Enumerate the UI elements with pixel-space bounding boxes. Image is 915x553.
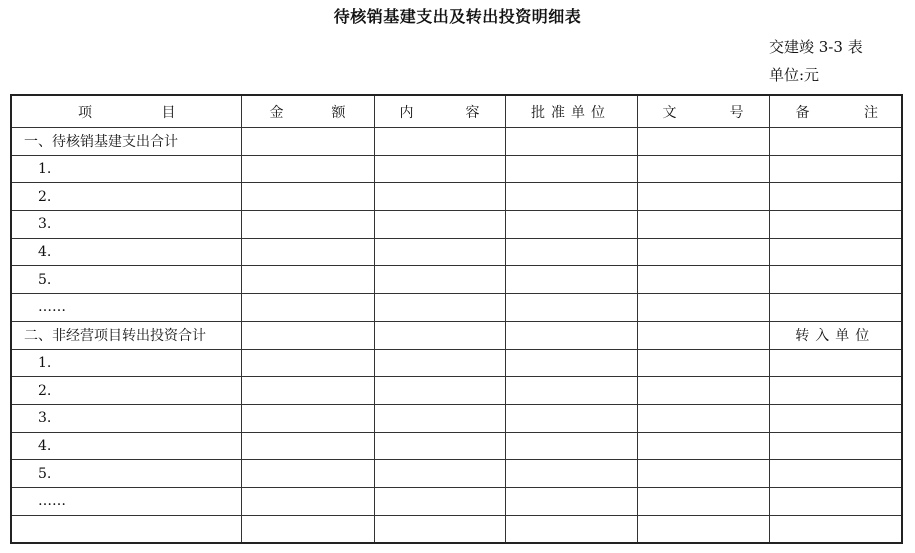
row-document-number-cell	[637, 294, 769, 322]
row-item-cell: 5.	[11, 460, 241, 488]
row-item-cell: 5.	[11, 266, 241, 294]
table-row	[11, 128, 902, 156]
header-amount: 金 额	[241, 95, 374, 128]
row-content-cell	[374, 487, 505, 515]
row-remarks-cell	[769, 377, 902, 405]
row-approving-unit-cell	[505, 155, 637, 183]
table-header-row	[11, 95, 902, 128]
row-approving-unit-cell	[505, 432, 637, 460]
table-row	[11, 183, 902, 211]
document-title: 待核销基建支出及转出投资明细表	[333, 7, 582, 26]
row-document-number-cell	[637, 183, 769, 211]
row-remarks-cell	[769, 515, 902, 543]
row-amount-cell	[241, 321, 374, 349]
row-approving-unit-cell	[505, 377, 637, 405]
row-amount-cell	[241, 238, 374, 266]
row-amount-cell	[241, 487, 374, 515]
row-remarks-cell	[769, 349, 902, 377]
row-content-cell	[374, 238, 505, 266]
row-content-cell	[374, 460, 505, 488]
row-content-cell	[374, 211, 505, 239]
table-row	[11, 432, 902, 460]
detail-table	[10, 94, 903, 544]
row-remarks-cell: 转入单位	[769, 321, 902, 349]
row-remarks-cell	[769, 432, 902, 460]
row-item-cell	[11, 515, 241, 543]
row-remarks-cell	[769, 294, 902, 322]
row-amount-cell	[241, 294, 374, 322]
row-remarks-cell	[769, 460, 902, 488]
row-item-cell: 2.	[11, 183, 241, 211]
row-amount-cell	[241, 211, 374, 239]
table-row	[11, 515, 902, 543]
row-item-cell: 3.	[11, 211, 241, 239]
table-row	[11, 266, 902, 294]
row-item-cell: 一、待核销基建支出合计	[11, 128, 241, 156]
row-content-cell	[374, 155, 505, 183]
row-document-number-cell	[637, 238, 769, 266]
row-content-cell	[374, 183, 505, 211]
row-item-cell: 3.	[11, 404, 241, 432]
form-code: 交建竣 3-3 表	[769, 38, 863, 56]
row-amount-cell	[241, 377, 374, 405]
row-approving-unit-cell	[505, 128, 637, 156]
row-approving-unit-cell	[505, 404, 637, 432]
row-item-cell: 4.	[11, 238, 241, 266]
row-amount-cell	[241, 183, 374, 211]
row-document-number-cell	[637, 321, 769, 349]
table-row	[11, 487, 902, 515]
row-document-number-cell	[637, 211, 769, 239]
row-item-cell: 2.	[11, 377, 241, 405]
row-content-cell	[374, 321, 505, 349]
row-item-cell: ……	[11, 487, 241, 515]
row-amount-cell	[241, 515, 374, 543]
row-approving-unit-cell	[505, 266, 637, 294]
row-remarks-cell	[769, 238, 902, 266]
row-approving-unit-cell	[505, 294, 637, 322]
table-row	[11, 238, 902, 266]
row-amount-cell	[241, 349, 374, 377]
row-amount-cell	[241, 155, 374, 183]
table-row	[11, 211, 902, 239]
row-document-number-cell	[637, 266, 769, 294]
table-row	[11, 404, 902, 432]
row-document-number-cell	[637, 404, 769, 432]
row-approving-unit-cell	[505, 487, 637, 515]
row-approving-unit-cell	[505, 515, 637, 543]
row-content-cell	[374, 377, 505, 405]
row-item-cell: 1.	[11, 155, 241, 183]
row-item-cell: 1.	[11, 349, 241, 377]
header-content: 内 容	[374, 95, 505, 128]
row-approving-unit-cell	[505, 238, 637, 266]
row-remarks-cell	[769, 183, 902, 211]
row-remarks-cell	[769, 266, 902, 294]
row-document-number-cell	[637, 432, 769, 460]
header-document-number: 文 号	[637, 95, 769, 128]
row-approving-unit-cell	[505, 183, 637, 211]
row-content-cell	[374, 128, 505, 156]
row-amount-cell	[241, 266, 374, 294]
row-document-number-cell	[637, 515, 769, 543]
row-approving-unit-cell	[505, 211, 637, 239]
row-remarks-cell	[769, 404, 902, 432]
row-content-cell	[374, 294, 505, 322]
row-approving-unit-cell	[505, 460, 637, 488]
row-remarks-cell	[769, 487, 902, 515]
row-content-cell	[374, 404, 505, 432]
header-approving-unit: 批准单位	[505, 95, 637, 128]
row-amount-cell	[241, 432, 374, 460]
header-item: 项 目	[11, 95, 241, 128]
row-amount-cell	[241, 128, 374, 156]
row-document-number-cell	[637, 155, 769, 183]
row-amount-cell	[241, 460, 374, 488]
row-remarks-cell	[769, 211, 902, 239]
table-row	[11, 155, 902, 183]
header-remarks: 备 注	[769, 95, 902, 128]
row-item-cell: 二、非经营项目转出投资合计	[11, 321, 241, 349]
row-document-number-cell	[637, 487, 769, 515]
row-content-cell	[374, 349, 505, 377]
row-document-number-cell	[637, 377, 769, 405]
row-document-number-cell	[637, 128, 769, 156]
table-row	[11, 377, 902, 405]
row-item-cell: ……	[11, 294, 241, 322]
row-item-cell: 4.	[11, 432, 241, 460]
row-document-number-cell	[637, 460, 769, 488]
row-content-cell	[374, 515, 505, 543]
currency-unit: 单位:元	[769, 66, 820, 84]
row-amount-cell	[241, 404, 374, 432]
row-content-cell	[374, 266, 505, 294]
row-remarks-cell	[769, 128, 902, 156]
row-remarks-cell	[769, 155, 902, 183]
row-approving-unit-cell	[505, 321, 637, 349]
table-row	[11, 349, 902, 377]
row-document-number-cell	[637, 349, 769, 377]
row-content-cell	[374, 432, 505, 460]
row-approving-unit-cell	[505, 349, 637, 377]
table-row	[11, 460, 902, 488]
table-row	[11, 321, 902, 349]
table-row	[11, 294, 902, 322]
